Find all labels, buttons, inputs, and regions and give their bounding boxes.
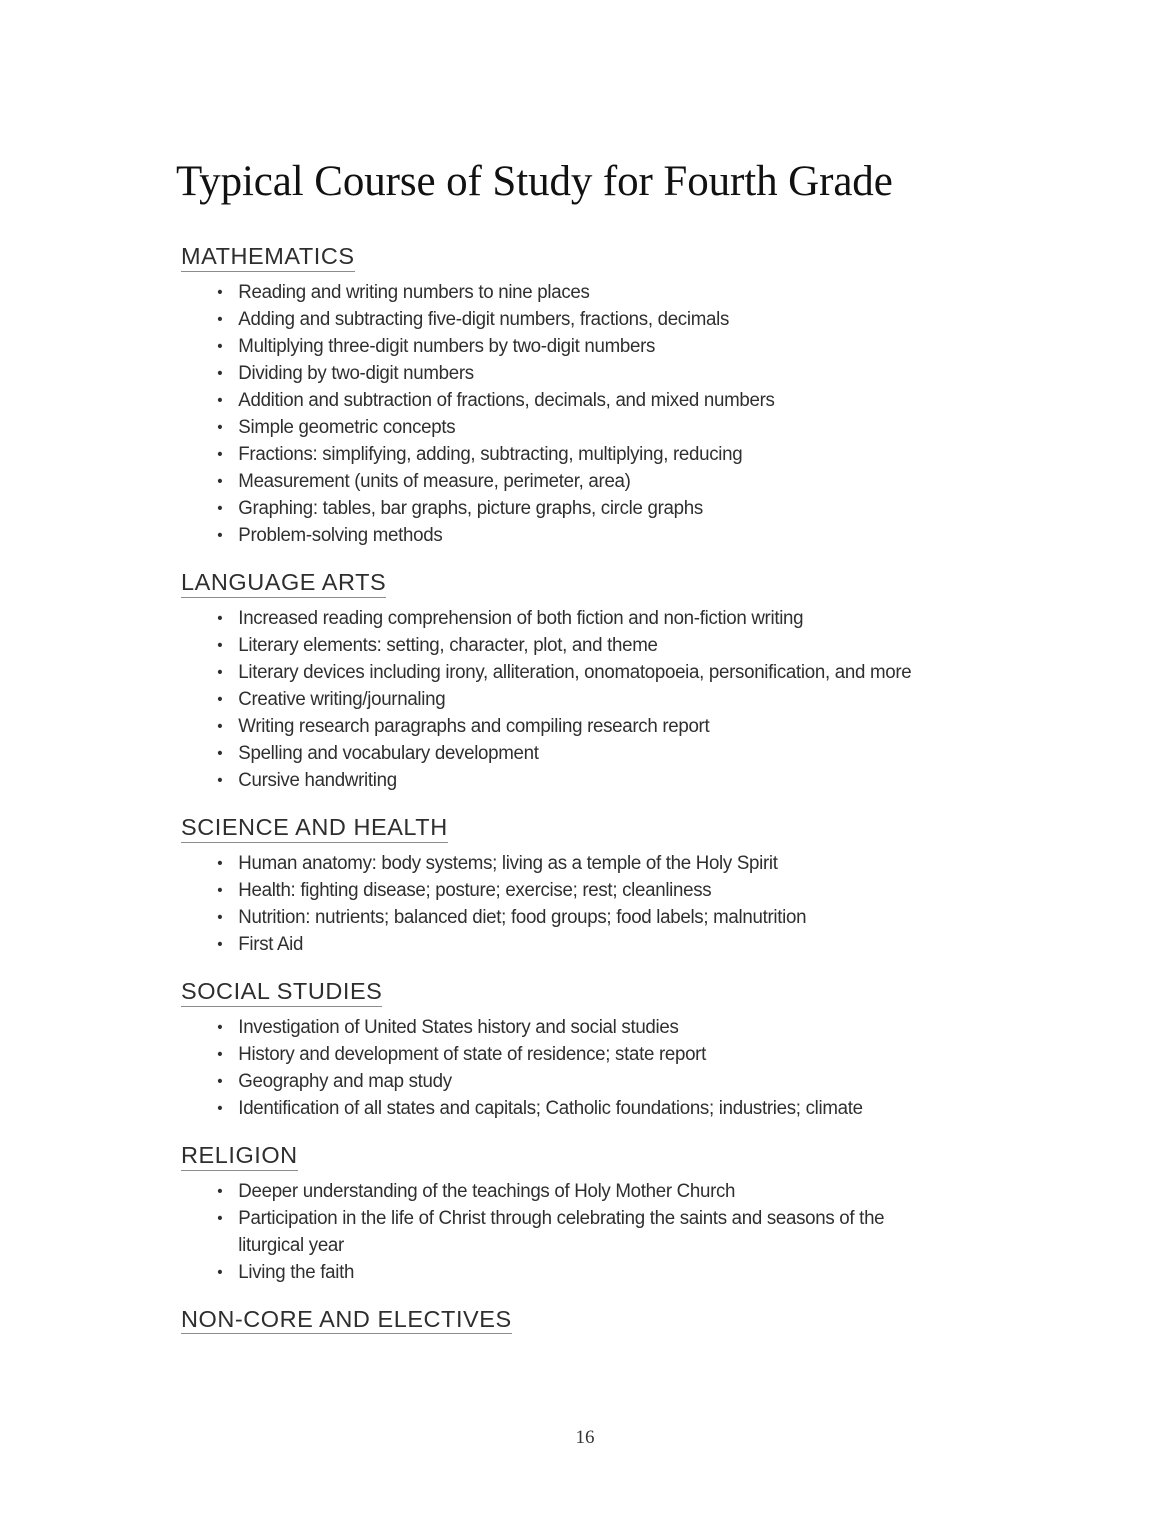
list-item: • Literary elements: setting, character, plot, and theme: [181, 632, 935, 659]
section-bullet-list: [181, 850, 971, 958]
list-item: • History and development of state of residence; state report: [181, 1041, 935, 1068]
list-item: • Identification of all states and capitals; Catholic foundations; industries; climate: [181, 1095, 935, 1122]
section-heading: SCIENCE AND HEALTH: [181, 815, 448, 843]
list-item: • Spelling and vocabulary development: [181, 740, 935, 767]
document-section: [181, 570, 971, 794]
list-item: • Problem-solving methods: [181, 522, 935, 549]
list-item: • Graphing: tables, bar graphs, picture graphs, circle graphs: [181, 495, 935, 522]
document-section: [181, 979, 971, 1122]
list-item: • Cursive handwriting: [181, 767, 935, 794]
section-heading: RELIGION: [181, 1143, 298, 1171]
list-item: • Health: fighting disease; posture; exercise; rest; cleanliness: [181, 877, 935, 904]
section-bullet-list: [181, 279, 971, 549]
list-item: • Creative writing/journaling: [181, 686, 935, 713]
list-item: • Geography and map study: [181, 1068, 935, 1095]
section-heading: LANGUAGE ARTS: [181, 570, 386, 598]
document-section: [181, 244, 971, 549]
list-item: • Measurement (units of measure, perimeter, area): [181, 468, 935, 495]
list-item: • Multiplying three-digit numbers by two-digit numbers: [181, 333, 935, 360]
page-number: 16: [575, 1427, 595, 1448]
list-item: • Fractions: simplifying, adding, subtracting, multiplying, reducing: [181, 441, 935, 468]
document-section: [181, 1143, 971, 1286]
section-bullet-list: [181, 1178, 971, 1286]
list-item: • Reading and writing numbers to nine places: [181, 279, 935, 306]
document-body: [181, 244, 971, 1341]
section-heading: MATHEMATICS: [181, 244, 355, 272]
list-item: • Writing research paragraphs and compiling research report: [181, 713, 935, 740]
list-item: • Literary devices including irony, alliteration, onomatopoeia, personification, and more: [181, 659, 935, 686]
list-item: • Nutrition: nutrients; balanced diet; food groups; food labels; malnutrition: [181, 904, 935, 931]
list-item: • Addition and subtraction of fractions, decimals, and mixed numbers: [181, 387, 935, 414]
document-section: [181, 1307, 971, 1342]
list-item: • Dividing by two-digit numbers: [181, 360, 935, 387]
page-title: Typical Course of Study for Fourth Grade: [176, 158, 893, 205]
list-item: • Increased reading comprehension of both fiction and non-fiction writing: [181, 605, 935, 632]
section-bullet-list: [181, 1014, 971, 1122]
list-item: • Investigation of United States history and social studies: [181, 1014, 935, 1041]
document-section: [181, 815, 971, 958]
section-heading: SOCIAL STUDIES: [181, 979, 382, 1007]
section-heading: NON-CORE AND ELECTIVES: [181, 1307, 512, 1335]
list-item: • Human anatomy: body systems; living as a temple of the Holy Spirit: [181, 850, 935, 877]
section-bullet-list: [181, 605, 971, 794]
list-item: • Simple geometric concepts: [181, 414, 935, 441]
list-item: • First Aid: [181, 931, 935, 958]
list-item: • Adding and subtracting five-digit numbers, fractions, decimals: [181, 306, 935, 333]
list-item: • Deeper understanding of the teachings of Holy Mother Church: [181, 1178, 935, 1205]
list-item: • Living the faith: [181, 1259, 935, 1286]
list-item: • Participation in the life of Christ through celebrating the saints and seasons of the liturgical year: [181, 1205, 935, 1259]
